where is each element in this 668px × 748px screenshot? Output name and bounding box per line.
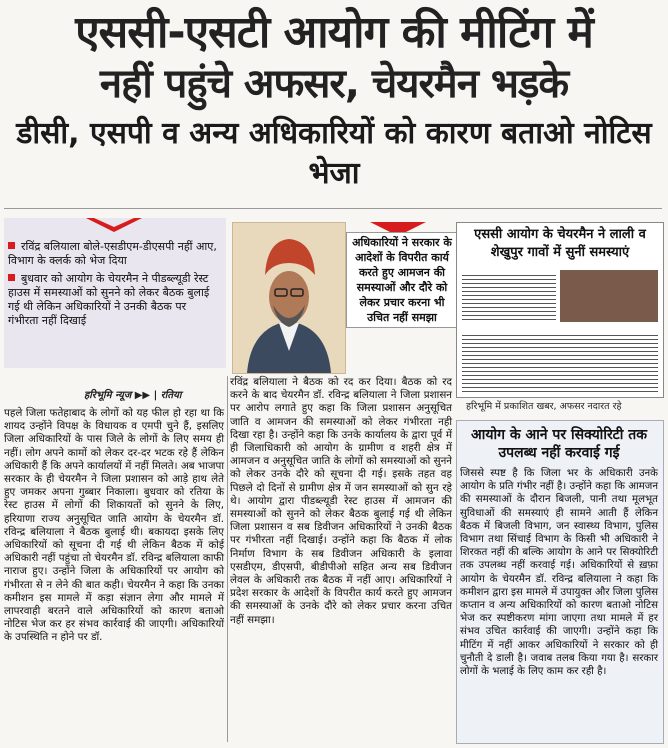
highlight-text-2: बुधवार को आयोग के चेयरमैन ने पीडब्ल्यूडी रेस्ट हाउस में समस्याओं को सुनने को लेकर बैठक बुलाई गई थी लेकिन अधिकारियों ने उनकी बैठक पर गंभीरता नहीं दिखाई [8,272,210,327]
sidebar-text: जिससे स्पष्ट है कि जिला भर के अधिकारी उनके आयोग के प्रति गंभीर नहीं है। उन्होंने कहा कि आमजन की समस्याओं के दौरान बिजली, पानी तथा मूलभूत सुविधाओं की समस्याएं ही सामने आती हैं लेकिन बैठक में बिजली विभाग, जन स्वास्थ्य विभाग, पुलिस विभाग तथा सिंचाई विभाग के किसी भी अधिकारी ने शिरकत नहीं की बल्कि आयोग के आने पर सिक्योरिटी तक उपलब्ध नहीं करवाई गई। अधिकारियों से ख़फ़ा आयोग के चेयरमैन डॉ. रविन्द्र बलियाला ने कहा कि कमीशन द्वारा इस मामले में उपायुक्त और जिला पुलिस कप्तान व अन्य अधिकारियों को कारण बताओ नोटिस भेज कर स्पष्टीकरण मांगा जाएगा तथा मामले में हर संभव उचित कार्रवाई की जाएगी। उन्होंने कहा कि मीटिंग में नहीं आकर अधिकारियों ने सरकार को ही चुनौती दे डाली है। जवाब तलब किया गया है। सरकार लोगों के भलाई के लिए काम कर रही है। [460,468,658,678]
clipping-text-block [462,272,556,322]
chevron-down-inner-icon [94,218,134,227]
article-column-1: पहले जिला फतेहाबाद के लोगों को यह फील हो रहा था कि शायद उन्होंने विपक्ष के विधायक व एमपी चुने हैं, इसलिए जिला अधिकारियों के पास जिले के लोगों के लिए समय ही नहीं। लोग अपने कामों को लेकर दर-दर भटक रहे हैं लेकिन अधिकारी हैं कि अपने कार्यालयों में नहीं मिलते। अब भाजपा सरकार के ही चेयरमैन ने जिला प्रशासन को आड़े हाथ लेते हुए जमकर अपना गुब्बार निकाला। बुधवार को रतिया के रेस्ट हाउस में लोगों की शिकायतों को सुनने के लिए, हरियाणा राज्य अनुसूचित जाति आयोग के चेयरमैन डॉ. रविन्द्र बलियाला ने बैठक बुलाई थी। बकायदा इसके लिए अधिकारियों को सूचना दी गई थी लेकिन बैठक में कोई अधिकारी नहीं पहुंचा तो चेयरमैन डॉ. रविन्द्र बलियाला काफी नाराज हुए। उन्होंने जिला के अधिकारियों पर आयोग को गंभीरता से न लेने की बात कही। चेयरमैन ने कहा कि उनका कमीशन इस मामले में कड़ा संज्ञान लेगा और मामले में लापरवाही बरतने वाले अधिकारियों को कारण बताओ नोटिस भेज कर हर संभव कार्रवाई की जाएगी। अधिकारियों के उपस्थिति न होने पर डॉ. [4,407,224,644]
bullet-square-icon [8,242,15,249]
chairman-photo [232,222,346,374]
subheadline: डीसी, एसपी व अन्य अधिकारियों को कारण बताओ नोटिस भेजा [16,116,652,191]
column-divider [227,376,228,742]
byline: हरिभूमि न्यूज ▶▶ | रतिया [84,390,182,401]
sidebar-title: आयोग के आने पर सिक्योरिटी तक उपलब्ध नहीं करवाई गई [471,427,647,461]
headline-line-1: एससी-एसटी आयोग की मीटिंग में [75,7,593,58]
related-clipping-title: एससी आयोग के चेयरमैन ने लाली व शेखुपुर गावों में सुनीं समस्याएं [474,227,646,260]
pull-quote: अधिकारियों ने सरकार के आदेशों के विपरीत कार्य करते हुए आमजन की समस्याओं और दौरे को लेकर प्रचार करना भी उचित नहीं समझा [346,232,458,328]
highlight-item [8,272,218,328]
bullet-square-icon [8,274,15,281]
related-clipping-photo [560,270,658,322]
article-column-2: रविंद्र बलियाला ने बैठक को रद कर दिया। बैठक को रद करने के बाद चेयरमैन डॉ. रविन्द्र बलियाला ने जिला प्रशासन पर आरोप लगाते हुए कहा कि जिला प्रशासन अनुसूचित जाति व आमजन की समस्याओं को लेकर गंभीरता नही दिखा रहा है। उन्होंने कहा कि उनके कार्यालय के द्वारा पूर्व में ही जिलाधिकारी को आयोग के ग्रामीण व शहरी क्षेत्र में आमजन व अनुसूचित जाति के लोगों को समस्याओं को सुनने को लेकर उनके दौरे को सूचना दी गई। इसके तहत वह पिछले दो दिनों से ग्रामीण क्षेत्र में जन समस्याओं को सुन रहे थे। आयोग द्वारा पीडब्ल्यूडी रेस्ट हाउस में आमजन की समस्याओं को सुनने को लेकर बैठक बुलाई गई थी लेकिन जिला प्रशासन व सब डिवीजन अधिकारियों ने उनकी बैठक पर गंभीरता नहीं दिखाई। उन्होंने कहा कि बैठक में लोक निर्माण विभाग के सब डिवीजन अधिकारी के इलावा एसडीएम, डीएसपी, बीडीपीओ सहित अन्य सब डिवीजन लेवल के अधिकारी तक बैठक में नहीं आए। अधिकारियों ने प्रदेश सरकार के आदेशों के विपरीत कार्य करते हुए आमजन की समस्याओं के उनके दौरे को लेकर प्रचार करना उचित नहीं समझा। [230,376,452,626]
related-clipping-caption: हरिभूमि में प्रकाशित खबर, अफसर नदारत रहे [466,401,622,412]
person-photo-icon [233,223,345,373]
clipping-text-block [462,332,658,392]
highlight-text-1: रविंद्र बलियाला बोले-एसडीएम-डीएसपी नहीं आए, विभाग के क्लर्क को भेज दिया [8,240,217,267]
highlight-item [8,240,218,268]
divider [4,208,662,209]
headline-line-2: नहीं पहुंचे अफसर, चेयरमैन भड़के [99,61,569,107]
